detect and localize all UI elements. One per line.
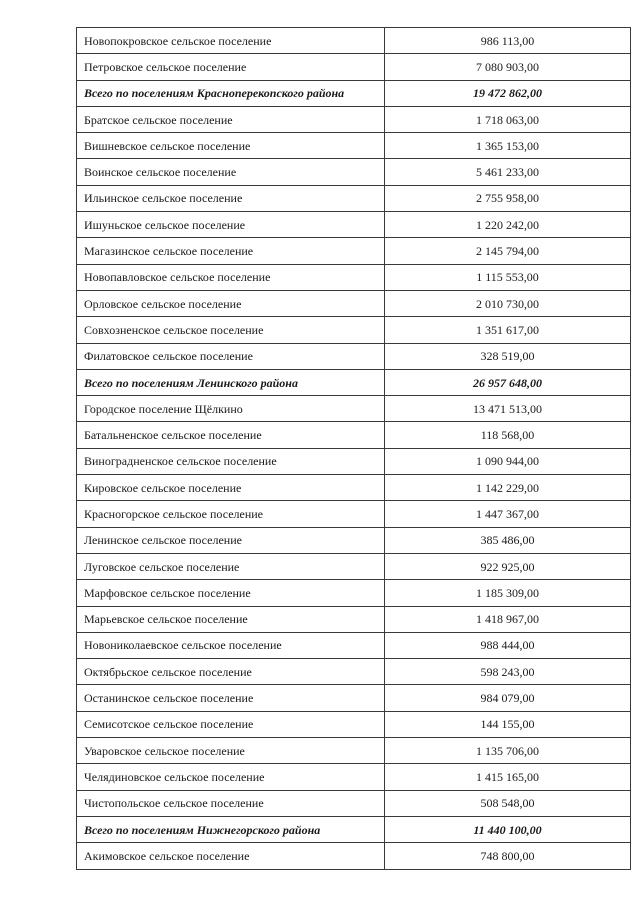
settlement-name: Братское сельское поселение (77, 106, 385, 132)
settlement-row (77, 159, 631, 185)
settlement-name: Уваровское сельское поселение (77, 738, 385, 764)
settlement-row (77, 290, 631, 316)
settlement-name: Орловское сельское поселение (77, 290, 385, 316)
settlement-amount: 984 079,00 (385, 685, 631, 711)
settlement-name: Челядиновское сельское поселение (77, 764, 385, 790)
settlement-amount: 1 365 153,00 (385, 133, 631, 159)
settlement-name: Новониколаевское сельское поселение (77, 632, 385, 658)
district-total-row (77, 816, 631, 842)
settlement-row (77, 659, 631, 685)
settlement-row (77, 448, 631, 474)
settlement-amount: 988 444,00 (385, 632, 631, 658)
district-total-label: Всего по поселениям Красноперекопского района (77, 80, 385, 106)
settlement-row (77, 343, 631, 369)
settlement-amount: 508 548,00 (385, 790, 631, 816)
settlement-row (77, 106, 631, 132)
settlement-row (77, 711, 631, 737)
settlement-row (77, 685, 631, 711)
settlement-name: Петровское сельское поселение (77, 54, 385, 80)
settlement-name: Семисотское сельское поселение (77, 711, 385, 737)
settlement-name: Красногорское сельское поселение (77, 501, 385, 527)
settlement-row (77, 843, 631, 869)
district-total-label: Всего по поселениям Ленинского района (77, 369, 385, 395)
settlement-row (77, 212, 631, 238)
settlement-name: Виноградненское сельское поселение (77, 448, 385, 474)
settlements-table (76, 27, 631, 870)
settlement-amount: 1 415 165,00 (385, 764, 631, 790)
settlement-row (77, 28, 631, 54)
district-total-row (77, 369, 631, 395)
settlement-amount: 1 220 242,00 (385, 212, 631, 238)
district-total-amount: 19 472 862,00 (385, 80, 631, 106)
settlement-row (77, 790, 631, 816)
settlement-amount: 1 185 309,00 (385, 580, 631, 606)
settlement-name: Магазинское сельское поселение (77, 238, 385, 264)
settlement-amount: 5 461 233,00 (385, 159, 631, 185)
settlement-row (77, 553, 631, 579)
settlement-row (77, 422, 631, 448)
settlement-amount: 2 010 730,00 (385, 290, 631, 316)
settlement-row (77, 264, 631, 290)
settlement-row (77, 527, 631, 553)
settlement-amount: 13 471 513,00 (385, 396, 631, 422)
settlement-row (77, 501, 631, 527)
settlement-name: Воинское сельское поселение (77, 159, 385, 185)
district-total-row (77, 80, 631, 106)
settlement-amount: 598 243,00 (385, 659, 631, 685)
district-total-amount: 26 957 648,00 (385, 369, 631, 395)
settlement-amount: 1 718 063,00 (385, 106, 631, 132)
settlement-name: Марфовское сельское поселение (77, 580, 385, 606)
settlement-row (77, 396, 631, 422)
settlement-name: Филатовское сельское поселение (77, 343, 385, 369)
settlement-amount: 748 800,00 (385, 843, 631, 869)
settlement-name: Городское поселение Щёлкино (77, 396, 385, 422)
table-body (77, 28, 631, 870)
settlement-amount: 2 145 794,00 (385, 238, 631, 264)
settlement-row (77, 764, 631, 790)
settlement-row (77, 606, 631, 632)
settlement-amount: 1 142 229,00 (385, 475, 631, 501)
settlement-row (77, 317, 631, 343)
settlement-name: Луговское сельское поселение (77, 553, 385, 579)
settlement-row (77, 133, 631, 159)
settlement-row (77, 738, 631, 764)
settlement-name: Батальненское сельское поселение (77, 422, 385, 448)
settlement-amount: 1 418 967,00 (385, 606, 631, 632)
district-total-label: Всего по поселениям Нижнегорского района (77, 816, 385, 842)
settlement-amount: 7 080 903,00 (385, 54, 631, 80)
settlement-amount: 328 519,00 (385, 343, 631, 369)
settlement-row (77, 238, 631, 264)
settlement-row (77, 580, 631, 606)
settlement-amount: 1 115 553,00 (385, 264, 631, 290)
settlement-name: Октябрьское сельское поселение (77, 659, 385, 685)
settlement-name: Останинское сельское поселение (77, 685, 385, 711)
settlement-name: Чистопольское сельское поселение (77, 790, 385, 816)
settlement-amount: 2 755 958,00 (385, 185, 631, 211)
settlement-row (77, 632, 631, 658)
settlement-name: Кировское сельское поселение (77, 475, 385, 501)
settlement-amount: 1 090 944,00 (385, 448, 631, 474)
settlement-amount: 118 568,00 (385, 422, 631, 448)
settlement-row (77, 475, 631, 501)
settlement-amount: 922 925,00 (385, 553, 631, 579)
settlement-name: Новопокровское сельское поселение (77, 28, 385, 54)
settlement-name: Ленинское сельское поселение (77, 527, 385, 553)
settlement-name: Новопавловское сельское поселение (77, 264, 385, 290)
settlement-name: Акимовское сельское поселение (77, 843, 385, 869)
settlement-name: Вишневское сельское поселение (77, 133, 385, 159)
settlement-row (77, 54, 631, 80)
settlement-amount: 986 113,00 (385, 28, 631, 54)
settlement-name: Ильинское сельское поселение (77, 185, 385, 211)
settlement-amount: 1 351 617,00 (385, 317, 631, 343)
settlement-name: Марьевское сельское поселение (77, 606, 385, 632)
settlement-name: Совхозненское сельское поселение (77, 317, 385, 343)
settlement-row (77, 185, 631, 211)
settlement-amount: 1 447 367,00 (385, 501, 631, 527)
settlement-name: Ишуньское сельское поселение (77, 212, 385, 238)
settlement-amount: 385 486,00 (385, 527, 631, 553)
settlement-amount: 144 155,00 (385, 711, 631, 737)
settlement-amount: 1 135 706,00 (385, 738, 631, 764)
district-total-amount: 11 440 100,00 (385, 816, 631, 842)
